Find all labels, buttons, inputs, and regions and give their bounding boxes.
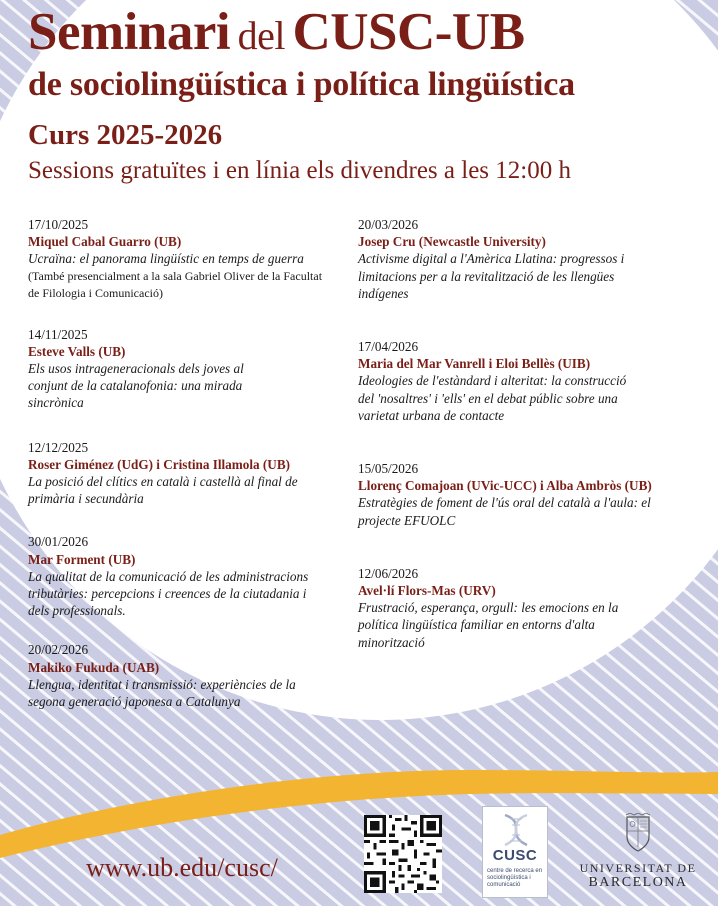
session-title: Els usos intrageneracionals dels joves al conjunt de la catalanofonia: una mirada sincrònica xyxy=(28,361,244,411)
cusc-logo xyxy=(482,806,548,898)
qr-code-icon[interactable] xyxy=(364,815,442,893)
seminar-title-word: CUSC-UB xyxy=(292,3,525,61)
session-speaker: Esteve Valls (UB) xyxy=(28,343,126,359)
session-title: Ucraïna: el panorama lingüístic en temps de guerra xyxy=(28,251,304,267)
session-date: 14/11/2025 xyxy=(28,326,88,342)
session-date: 30/01/2026 xyxy=(28,534,89,550)
session-speaker: Maria del Mar Vanrell i Eloi Bellès (UIB) xyxy=(358,356,591,372)
session-entry xyxy=(28,439,328,508)
seminar-title-word: del xyxy=(237,13,285,58)
sessions-info: Sessions gratuïtes i en línia els divendres a les 12:00 h xyxy=(28,157,571,184)
session-entry xyxy=(358,565,658,651)
session-speaker: Miquel Cabal Guarro (UB) xyxy=(28,234,182,250)
session-date: 17/10/2025 xyxy=(28,217,89,232)
seminar-title-word: Seminari xyxy=(28,3,231,61)
session-speaker: Llorenç Comajoan (UVic-UCC) i Alba Ambròs (UB) xyxy=(358,478,652,494)
session-entry xyxy=(28,533,328,619)
dna-helix-icon xyxy=(501,813,531,847)
session-entry xyxy=(358,216,658,302)
session-speaker: Josep Cru (Newcastle University) xyxy=(358,234,546,250)
session-date: 12/06/2026 xyxy=(358,565,419,581)
session-note: (També presencialment a la sala Gabriel Oliver de la Facultat de Filologia i Comunicació) xyxy=(28,268,323,300)
session-speaker: Roser Giménez (UdG) i Cristina Illamola (UB) xyxy=(28,456,291,472)
session-entry xyxy=(358,338,658,424)
session-date: 20/03/2026 xyxy=(358,217,419,232)
session-title: La posició del clítics en català i castellà al final de primària i secundària xyxy=(28,474,298,507)
website-link[interactable]: www.ub.edu/cusc/ xyxy=(86,853,278,882)
course-year: Curs 2025-2026 xyxy=(28,119,223,151)
university-name-line2: BARCELONA xyxy=(588,875,688,890)
session-speaker: Avel·lí Flors-Mas (URV) xyxy=(358,583,496,599)
session-title: Activisme digital a l'Amèrica Llatina: progressos i limitacions per a la revitalització de les llengües indígenes xyxy=(358,251,625,301)
session-entry xyxy=(358,460,658,529)
session-date: 12/12/2025 xyxy=(28,439,89,455)
session-entry xyxy=(28,216,328,302)
university-name-line1: UNIVERSITAT DE xyxy=(579,861,697,875)
university-seal-icon xyxy=(624,813,652,855)
session-date: 15/05/2026 xyxy=(358,461,419,477)
session-speaker: Makiko Fukuda (UAB) xyxy=(28,659,160,675)
cusc-logo-description: centre de recerca en sociolingüística i comunicació xyxy=(487,868,543,888)
session-date: 17/04/2026 xyxy=(358,339,419,355)
seminar-subtitle: de sociolingüística i política lingüística xyxy=(28,66,575,103)
seminar-title xyxy=(28,3,525,61)
session-entry xyxy=(28,326,328,412)
session-entry xyxy=(28,641,328,710)
session-speaker: Mar Forment (UB) xyxy=(28,551,136,567)
session-column-right xyxy=(358,216,658,651)
session-title: La qualitat de la comunicació de les administracions tributàries: percepcions i creences de la ciutadania i dels professionals. xyxy=(28,568,309,619)
session-title: Frustració, esperança, orgull: les emocions en la política lingüística familiar en entorns d'alta minorització xyxy=(358,600,619,650)
cusc-logo-name: CUSC xyxy=(492,847,538,864)
university-logo xyxy=(576,813,700,893)
session-title: Llengua, identitat i transmissió: experiències de la segona generació japonesa a Catalunya xyxy=(28,676,296,710)
session-title: Ideologies de l'estàndard i alteritat: la construcció del 'nosaltres' i 'ells' en el debat públic sobre una varietat urbana de contacte xyxy=(358,373,627,423)
session-date: 20/02/2026 xyxy=(28,642,89,658)
session-title: Estratègies de foment de l'ús oral del català a l'aula: el projecte EFUOLC xyxy=(358,495,651,528)
session-column-left xyxy=(28,216,328,710)
